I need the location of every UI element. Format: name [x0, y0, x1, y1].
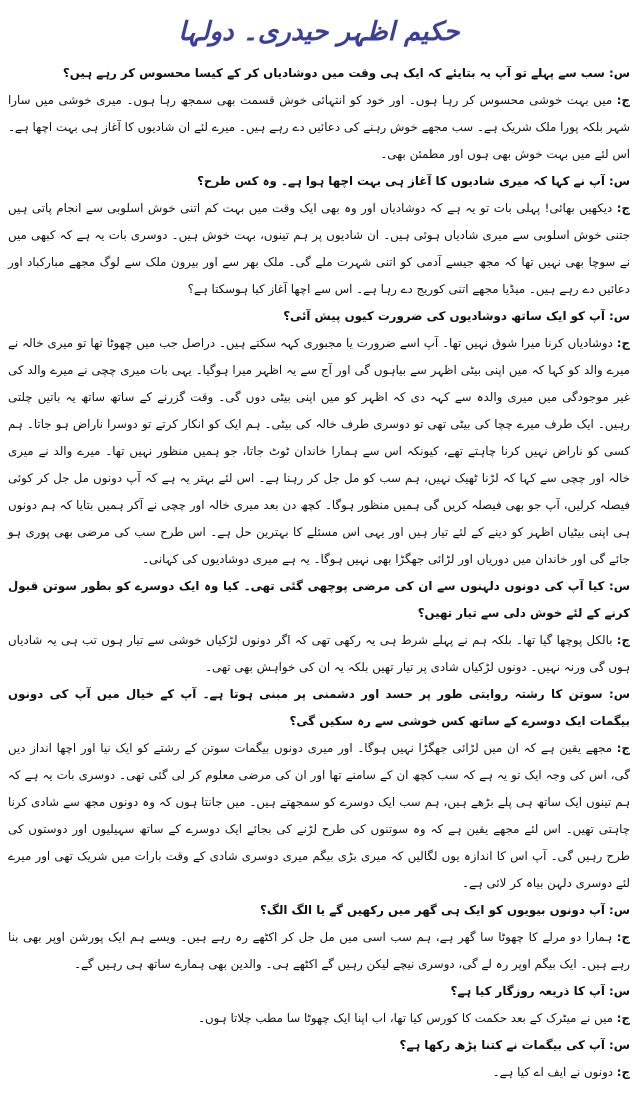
- question-prefix: س:: [609, 903, 630, 917]
- answer-prefix: ج:: [616, 741, 631, 755]
- answer-prefix: ج:: [616, 201, 630, 215]
- interview-question: [8, 978, 630, 1005]
- question-prefix: س:: [609, 984, 630, 998]
- answer-prefix: ج:: [616, 93, 631, 107]
- answer-text: دونوں نے ایف اے کیا ہے۔: [492, 1065, 614, 1079]
- interview-answer: [8, 735, 630, 897]
- answer-text: دیکھیں بھائی! پہلی بات تو یہ ہے کہ دوشادیاں اور وہ بھی ایک وقت میں بہت کم اتنی خوش اسلوبی سے انجام پاتی ہیں جتنی خوش اسلوبی سے میری شادیاں ہوئی ہیں۔ ان شادیوں پر ہم تینوں، بہت خوش ہیں۔ دوسری بات یہ ہے کہ کبھی میں نے سوچا بھی نہیں تھا کہ مجھ جیسے آدمی کو اتنی شہرت ملے گی۔ ملک بھر سے اور بیرون ملک سے لوگ مجھے مبارکباد اور دعائیں دے رہے ہیں۔ میڈیا مجھے اتنی کوریج دے رہا ہے۔ اس سے اچھا آغاز کیا ہوسکتا ہے؟: [8, 201, 630, 296]
- interview-body: [8, 60, 630, 1086]
- interview-question: [8, 303, 630, 330]
- question-prefix: س:: [609, 1038, 630, 1052]
- question-text: آپ کا ذریعہ روزگار کیا ہے؟: [450, 984, 605, 998]
- answer-prefix: ج:: [616, 1011, 630, 1025]
- question-prefix: س:: [609, 66, 630, 80]
- interview-answer: [8, 330, 630, 573]
- interview-answer: [8, 195, 630, 303]
- question-text: سب سے پہلے تو آپ یہ بتایئے کہ ایک ہی وقت میں دوشادیاں کر کے کیسا محسوس کر رہے ہیں؟: [62, 66, 605, 80]
- question-text: آپ کو ایک ساتھ دوشادیوں کی ضرورت کیوں پیش آئی؟: [283, 309, 605, 323]
- question-text: آپ نے کہا کہ میری شادیوں کا آغاز ہی بہت اچھا ہوا ہے۔ وہ کس طرح؟: [197, 174, 605, 188]
- interview-answer: [8, 1059, 630, 1086]
- answer-text: ہمارا دو مرلے کا چھوٹا سا گھر ہے، ہم سب اسی میں مل جل کر اکٹھے رہ رہے ہیں۔ ویسے ہم ایک پورشن اوپر بھی بنا رہے ہیں۔ ایک بیگم اوپر رہ لے گی، دوسری نیچے لیکن رہیں گے اکٹھے ہی۔ والدین بھی ہمارے ساتھ ہی رہیں گے۔: [8, 930, 630, 971]
- question-prefix: س:: [609, 579, 630, 593]
- question-text: کیا آپ کی دونوں دلہنوں سے ان کی مرضی پوچھی گئی تھی۔ کیا وہ ایک دوسرے کو بطور سوتن قبول کرنے کے لئے خوش دلی سے تیار تھیں؟: [8, 579, 630, 620]
- question-text: آپ کی بیگمات نے کتنا پڑھ رکھا ہے؟: [399, 1038, 605, 1052]
- interview-answer: [8, 627, 630, 681]
- interview-answer: [8, 87, 630, 168]
- question-text: آپ دونوں بیویوں کو ایک ہی گھر میں رکھیں گے یا الگ الگ؟: [260, 903, 605, 917]
- question-prefix: س:: [609, 687, 630, 701]
- answer-text: مجھے یقین ہے کہ ان میں لڑائی جھگڑا نہیں ہوگا۔ اور میری دونوں بیگمات سوتن کے رشتے کو ایک نیا اور اچھا انداز دیں گی، اس کی وجہ ایک تو یہ ہے کہ سب کچھ ان کے سامنے تھا اور ان کی مرضی معلوم کر لی گئی تھی۔ دوسری بات یہ ہے کہ ہم تینوں ایک ساتھ ہی پلے بڑھے ہیں، ہم سب ایک دوسرے کو سمجھتے ہیں۔ میں جانتا ہوں کہ وہ دونوں مجھ سے شادی کرنا چاہتی تھیں۔ اس لئے مجھے یقین ہے کہ وہ سوتنوں کی طرح لڑنے کی بجائے ایک دوسرے کے ساتھ سہیلیوں اور دوستوں کی طرح رہیں گی۔ آپ اس کا اندازہ یوں لگالیں کہ میری بڑی بیگم میری دوسری شادی کے وقت بارات میں شریک تھی اور میرے لئے دوسری دلہن بیاہ کر لائی ہے۔: [8, 741, 630, 890]
- interview-question: [8, 681, 630, 735]
- interview-question: [8, 897, 630, 924]
- question-text: سوتن کا رشتہ روایتی طور پر حسد اور دشمنی پر مبنی ہوتا ہے۔ آپ کے خیال میں آپ کی دونوں بیگمات ایک دوسرے کے ساتھ کس خوشی سے رہ سکیں گی؟: [8, 687, 630, 728]
- answer-text: بالکل پوچھا گیا تھا۔ بلکہ ہم نے پہلے شرط ہی یہ رکھی تھی کہ اگر دونوں لڑکیاں خوشی سے تیار ہوں تب ہی یہ شادیاں ہوں گی ورنہ نہیں۔ دونوں لڑکیاں شادی پر تیار تھیں بلکہ یہ ان کی خواہش بھی تھی۔: [8, 633, 630, 674]
- answer-prefix: ج:: [616, 930, 631, 944]
- article-title: حکیم اظہر حیدری۔ دولہا: [178, 17, 460, 47]
- interview-question: [8, 60, 630, 87]
- interview-question: [8, 168, 630, 195]
- answer-prefix: ج:: [616, 336, 631, 350]
- answer-prefix: ج:: [616, 633, 630, 647]
- interview-question: [8, 573, 630, 627]
- question-prefix: س:: [609, 174, 630, 188]
- question-prefix: س:: [609, 309, 630, 323]
- interview-question: [8, 1032, 630, 1059]
- answer-text: دوشادیاں کرنا میرا شوق نہیں تھا۔ آپ اسے ضرورت یا مجبوری کہہ سکتے ہیں۔ دراصل جب میں چھوٹا تھا تو میری خالہ نے میرے والد کو کہا کہ میں اپنی بیٹی اظہر سے بیاہوں گی اور آج سے یہ اظہر میرا ہوگیا۔ یہی بات میری چچی نے میرے والد کی غیر موجودگی میں میری والدہ سے کہہ دی کہ اظہر کو میں اپنی بیٹی دوں گی۔ وقت گزرنے کے ساتھ ساتھ یہ باتیں چلتی رہیں۔ ایک طرف میرے چچا کی بیٹی تھی تو دوسری طرف خالہ کی بیٹی۔ ہم ایک کو انکار کرتے تو دوسرا ناراض ہو جاتا۔ ہم کسی کو ناراض نہیں کرنا چاہتے تھے، کیونکہ اس سے ہمارا خاندان ٹوٹ جاتا، جو ہمیں منظور نہیں تھا۔ میرے والد نے میری خالہ اور چچی سے کہا کہ لڑنا ٹھیک نہیں، ہم سب کو مل جل کر رہنا ہے۔ اس لئے بہتر یہ ہے کہ آپ دونوں مل جل کر کوئی فیصلہ کرلیں، آپ جو بھی فیصلہ کریں گی ہمیں منظور ہوگا۔ کچھ دن بعد میری خالہ اور چچی نے آکر ہمیں بتایا کہ ہم دونوں ہی اپنی بیٹیاں اظہر کو دینے کے لئے تیار ہیں اور یہی اس مسئلے کا بہترین حل ہے۔ اس طرح سب کی مرضی بھی پوری ہو جائے گی اور خاندان میں دوریاں اور لڑائی جھگڑا بھی نہیں ہوگا۔ یہ ہے میری دوشادیوں کی کہانی۔: [8, 336, 630, 566]
- answer-text: میں بہت خوشی محسوس کر رہا ہوں۔ اور خود کو انتہائی خوش قسمت بھی سمجھ رہا ہوں۔ میری خوشی میں سارا شہر بلکہ پورا ملک شریک ہے۔ سب مجھے خوش رہنے کی دعائیں دے رہے ہیں۔ میرے لئے ان شادیوں کا آغاز ہی بہت اچھا ہے۔ اس لئے میں بہت خوش بھی ہوں اور مطمئن بھی۔: [8, 93, 630, 161]
- answer-prefix: ج:: [616, 1065, 630, 1079]
- interview-answer: [8, 1005, 630, 1032]
- answer-text: میں نے میٹرک کے بعد حکمت کا کورس کیا تھا، اب اپنا ایک چھوٹا سا مطب چلاتا ہوں۔: [198, 1011, 614, 1025]
- interview-answer: [8, 924, 630, 978]
